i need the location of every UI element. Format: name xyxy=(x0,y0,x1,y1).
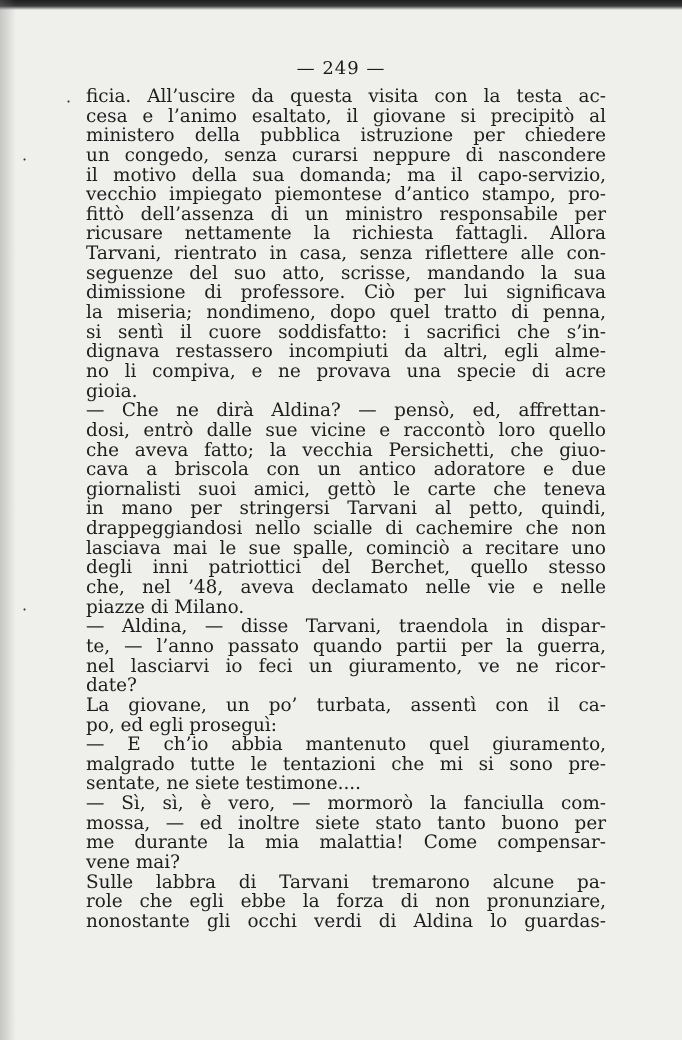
text-line: giornalisti suoi amici, gettò le carte che teneva xyxy=(86,478,606,500)
text-line: — Aldina, — disse Tarvani, traendola in dispar- xyxy=(86,616,606,638)
margin-mark: · xyxy=(22,150,28,169)
text-line: La giovane, un po’ turbata, assentì con il ca- xyxy=(86,694,606,716)
text-line: nonostante gli occhi verdi di Aldina lo guardas- xyxy=(86,910,606,932)
text-line: in mano per stringersi Tarvani al petto, quindi, xyxy=(86,498,606,520)
text-line: ministero della pubblica istruzione per chiedere xyxy=(86,125,606,147)
text-line: seguenze del suo atto, scrisse, mandando la sua xyxy=(86,262,606,284)
text-line: piazze di Milano. xyxy=(86,596,245,618)
text-line: sentate, ne siete testimone.... xyxy=(86,773,361,795)
text-line: Sulle labbra di Tarvani tremarono alcune pa- xyxy=(86,871,606,893)
text-line: ficia. All’uscire da questa visita con la testa ac- xyxy=(86,86,606,107)
text-line: che, nel ’48, aveva declamato nelle vie e nelle xyxy=(86,577,606,599)
text-line: — Sì, sì, è vero, — mormorò la fanciulla com- xyxy=(86,793,606,815)
text-line: dignava restassero incompiuti da altri, egli alme- xyxy=(86,341,606,363)
text-line: fittò dell’assenza di un ministro responsabile per xyxy=(86,203,606,225)
text-line: — Che ne dirà Aldina? — pensò, ed, affrettan- xyxy=(86,400,606,422)
text-line: me durante la mia malattia! Come compensar- xyxy=(86,832,606,854)
text-line: po, ed egli proseguì: xyxy=(86,714,277,736)
text-line: nel lasciarvi io feci un giuramento, ve ne ricor- xyxy=(86,655,606,677)
margin-mark: · xyxy=(22,600,28,619)
text-line: date? xyxy=(86,675,137,697)
scan-top-edge xyxy=(0,0,682,10)
text-line: il motivo della sua domanda; ma il capo-servizio, xyxy=(86,164,606,186)
text-line: mossa, — ed inoltre siete stato tanto buono per xyxy=(86,812,606,834)
text-line: cava a briscola con un antico adoratore e due xyxy=(86,459,606,481)
text-line: cesa e l’animo esaltato, il giovane si precipitò al xyxy=(86,105,606,127)
text-line: role che egli ebbe la forza di non pronunziare, xyxy=(86,891,606,913)
text-line: — E ch’io abbia mantenuto quel giuramento, xyxy=(86,734,606,756)
text-line: la miseria; nondimeno, dopo quel tratto di penna, xyxy=(86,302,606,324)
text-line: si sentì il cuore soddisfatto: i sacrifici che s’in- xyxy=(86,321,606,343)
text-line: Tarvani, rientrato in casa, senza riflettere alle con- xyxy=(86,243,606,265)
text-line: ricusare nettamente la richiesta fattagli. Allora xyxy=(86,223,606,245)
text-line: gioia. xyxy=(86,380,138,402)
text-line: dosi, entrò dalle sue vicine e raccontò loro quello xyxy=(86,419,606,441)
text-line: dimissione di professore. Ciò per lui significava xyxy=(86,282,606,304)
margin-mark: · xyxy=(66,92,72,111)
text-line: drappeggiandosi nello scialle di cachemire che non xyxy=(86,518,606,540)
text-line: lasciava mai le sue spalle, cominciò a recitare uno xyxy=(86,537,606,559)
scan-binding-shadow xyxy=(0,0,16,1040)
text-line: degli inni patriottici del Berchet, quello stesso xyxy=(86,557,606,579)
text-line: no li compiva, e ne provava una specie di acre xyxy=(86,360,606,382)
text-line: malgrado tutte le tentazioni che mi si sono pre- xyxy=(86,753,606,775)
body-text xyxy=(86,87,606,932)
text-line: te, — l’anno passato quando partii per la guerra, xyxy=(86,635,606,657)
text-line: vecchio impiegato piemontese d’antico stampo, pro- xyxy=(86,184,606,206)
text-line: che aveva fatto; la vecchia Persichetti, che giuo- xyxy=(86,439,606,461)
text-line: un congedo, senza curarsi neppure di nascondere xyxy=(86,144,606,166)
page-number: — 249 — xyxy=(296,58,386,79)
text-line: vene mai? xyxy=(86,851,180,873)
